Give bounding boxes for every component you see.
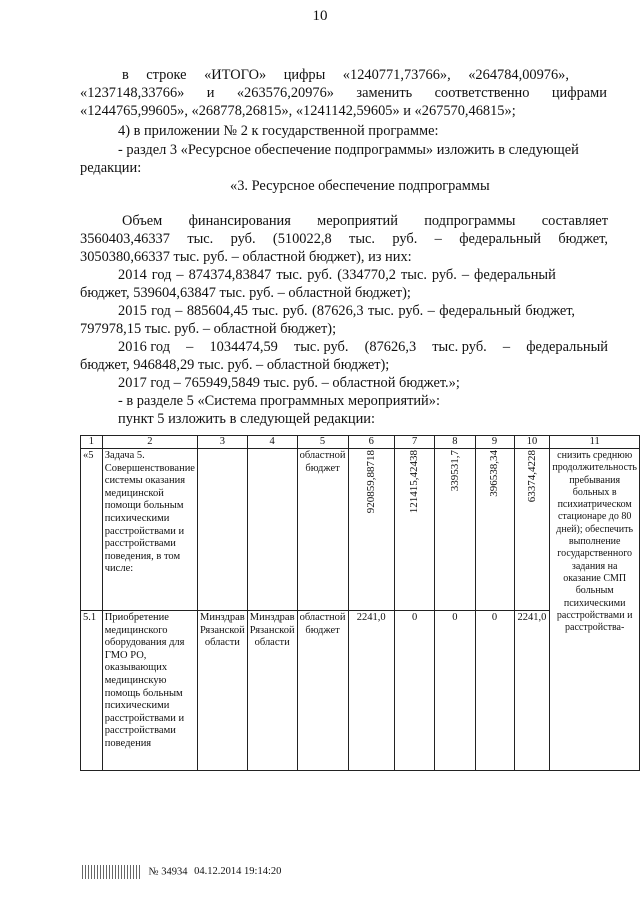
text-line-14: 797978,15 тыс. руб. – областной бюджет); [80,321,337,337]
word: «263576,20976» [236,85,334,101]
word: составляет [541,213,608,229]
text-line-5: - раздел 3 «Ресурсное обеспечение подпрограммы» изложить в следующей [118,142,579,158]
text-line-17: 2017 год – 765949,5849 тыс. руб. – областной бюджет.»; [118,375,460,391]
word: «ИТОГО» [204,67,267,83]
word: тыс. руб. [432,339,487,355]
word: «1237148,33766» [80,85,185,101]
row-number: 5.1 [81,611,103,771]
word: в [122,67,129,83]
registration-datetime: 04.12.2014 19:14:20 [194,866,282,878]
column-header: 5 [297,436,348,449]
page-number: 10 [312,8,328,24]
amount-cell [514,449,550,611]
amount-value: 121415,42438 [408,450,421,514]
word: – [502,339,511,355]
table-row [81,449,640,611]
word: 2016 год [118,339,171,355]
executor-cell [247,449,297,611]
document-footer [82,865,281,879]
word: финансирования [188,213,291,229]
amount-value: 339531,7 [448,450,461,492]
column-header: 9 [475,436,514,449]
word: и [206,85,215,101]
amount-value: 2241,0 [348,611,394,771]
barcode-icon [82,865,140,879]
executor-cell [197,449,247,611]
word: (87626,3 [364,339,417,355]
text-line-9 [80,230,608,248]
registration-number: № 34934 [148,866,188,878]
text-line-10: 3050380,66337 тыс. руб. – областной бюджет), из них: [80,249,412,265]
word: тыс. [349,231,375,247]
column-header: 4 [247,436,297,449]
executor-cell: Минздрав Рязанской области [247,611,297,771]
word: – [186,339,194,355]
text-line-15 [118,338,608,356]
text-line-13: 2015 год – 885604,45 тыс. руб. (87626,3 тыс. руб. – федеральный бюджет, [118,303,576,319]
amount-cell [394,449,434,611]
amount-cell [475,449,514,611]
row-number: «5 [81,449,103,611]
task-name: Приобретение медицинского оборудования для ГМО РО, оказывающих медицинскую помощь больным психическими расстройствами и расстройствами поведения [102,611,197,771]
task-name: Задача 5. Совершенствование системы оказания медицинской помощи больным психическими расстройствами и расстройствами поведения, в том числе: [102,449,197,611]
text-line-2 [80,84,607,102]
word: подпрограммы [424,213,516,229]
word: бюджет, [558,231,608,247]
word: (510022,8 [272,231,332,247]
column-header: 1 [81,436,103,449]
column-header: 6 [348,436,394,449]
word: заменить [356,85,413,101]
amount-value: 63374,4228 [525,450,538,503]
amount-value: 0 [394,611,434,771]
amount-cell [348,449,394,611]
text-line-16: бюджет, 946848,29 тыс. руб. – областной бюджет); [80,357,390,373]
word: федеральный [459,231,541,247]
word: цифрами [551,85,607,101]
word: руб. [230,231,256,247]
column-header: 7 [394,436,434,449]
word: – [434,231,442,247]
word: мероприятий [317,213,398,229]
section-heading: «3. Ресурсное обеспечение подпрограммы [230,178,490,194]
text-line-11: 2014 год – 874374,83847 тыс. руб. (334770,2 тыс. руб. – федеральный [118,267,556,283]
text-line-19: пункт 5 изложить в следующей редакции: [118,411,375,427]
word: тыс. [187,231,214,247]
amount-value: 0 [435,611,475,771]
funding-source: областной бюджет [297,611,348,771]
text-line-12: бюджет, 539604,63847 тыс. руб. – областной бюджет); [80,285,411,301]
word: 3560403,46337 [80,231,170,247]
amount-value: 396538,34 [488,450,501,497]
column-header: 8 [435,436,475,449]
word: федеральный [526,339,608,355]
table-header-row [81,436,640,449]
amount-value: 2241,0 [514,611,550,771]
column-header: 2 [102,436,197,449]
text-line-6: редакции: [80,160,142,176]
word: 1034474,59 [209,339,278,355]
word: соответственно [434,85,530,101]
column-header: 10 [514,436,550,449]
word: руб. [392,231,418,247]
word: Объем [122,213,163,229]
word: строке [146,67,187,83]
amount-cell [435,449,475,611]
amount-value: 920859,88718 [364,450,377,514]
text-line-1 [122,66,569,84]
text-line-18: - в разделе 5 «Система программных мероприятий»: [118,393,440,409]
text-line-4: 4) в приложении № 2 к государственной программе: [118,123,439,139]
program-table [80,435,640,771]
funding-source: областной бюджет [297,449,348,611]
word: «264784,00976», [468,67,569,83]
word: тыс. руб. [293,339,349,355]
word: «1240771,73766», [342,67,451,83]
word: цифры [283,67,326,83]
amount-value: 0 [475,611,514,771]
executor-cell: Минздрав Рязанской области [197,611,247,771]
column-header: 11 [550,436,640,449]
text-line-8 [122,212,608,230]
column-header: 3 [197,436,247,449]
text-line-3: «1244765,99605», «268778,26815», «1241142,59605» и «267570,46815»; [80,103,516,119]
expected-result: снизить среднюю продолжительность пребывания больных в психиатрическом стационаре до 80 дней); обеспечить выполнение государственного задания на оказание СМП больным психическими расстройствами и расстройства- [550,449,640,771]
